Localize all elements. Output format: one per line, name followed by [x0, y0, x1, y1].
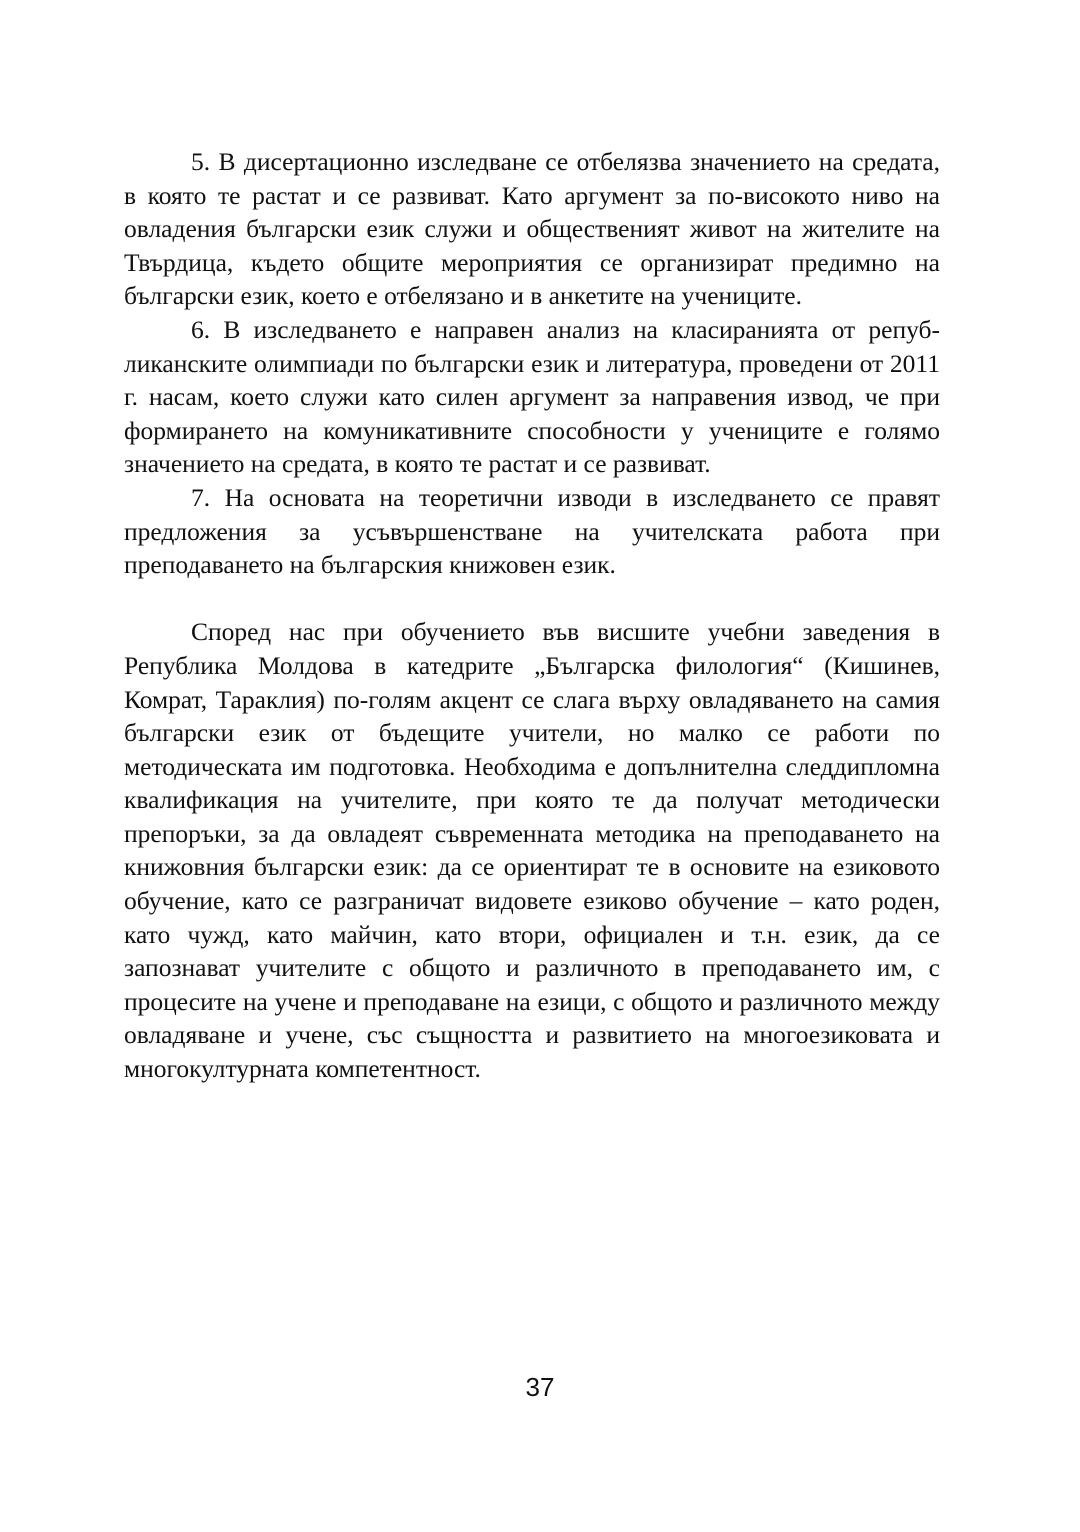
- paragraph-spacer: [124, 582, 940, 616]
- paragraph-conclusion: Според нас при обучението във висшите учебни заведения в Република Молдова в катедрите „Българска филология“ (Кишинев, Комрат, Тараклия) по-голям акцент се слага върху овладяването на самия български език от бъдещите учители, но малко се работи по методическата им подготовка. Необходима е допълнителна следдипломна квалификация на учителите, при която те да получат методически препоръки, за да овладеят съвременната методика на преподаването на книжовния български език: да се ориентират те в основите на езиковото обучение, като се разграничат видовете езиково обучение – като роден, като чужд, като майчин, като втори, официален и т.н. език, да се запознават учителите с общото и различното в преподаването им, с процесите на учене и преподаване на езици, с общото и различното между овладяване и учене, със същността и развитието на многоезиковата и многокултурната компетентност.: [124, 617, 940, 1084]
- body-text: [124, 145, 940, 1086]
- paragraph-item-5: 5. В дисертационно изследване се отбелязва значението на средата, в която те растат и се развиват. Като аргумент за по-високото ниво на овладения български език служи и общественият живот на жителите на Твърдица, където общите мероприятия се организират предимно на български език, което е отбелязано и в анкетите на учениците.: [124, 147, 940, 311]
- paragraph-item-6: 6. В изследването е направен анализ на класиранията от републиканските олимпиади по български език и литература, проведени от 2011 г. насам, което служи като силен аргумент за направения извод, че при формирането на комуникативните способности у учениците е голямо значението на средата, в която те растат и се развиват.: [124, 314, 940, 479]
- page-number: 37: [525, 1372, 555, 1402]
- paragraph-item-7: 7. На основата на теоретични изводи в изследването се правят предложения за усъвършенстване на учителската работа при преподаването на българския книжовен език.: [124, 482, 940, 580]
